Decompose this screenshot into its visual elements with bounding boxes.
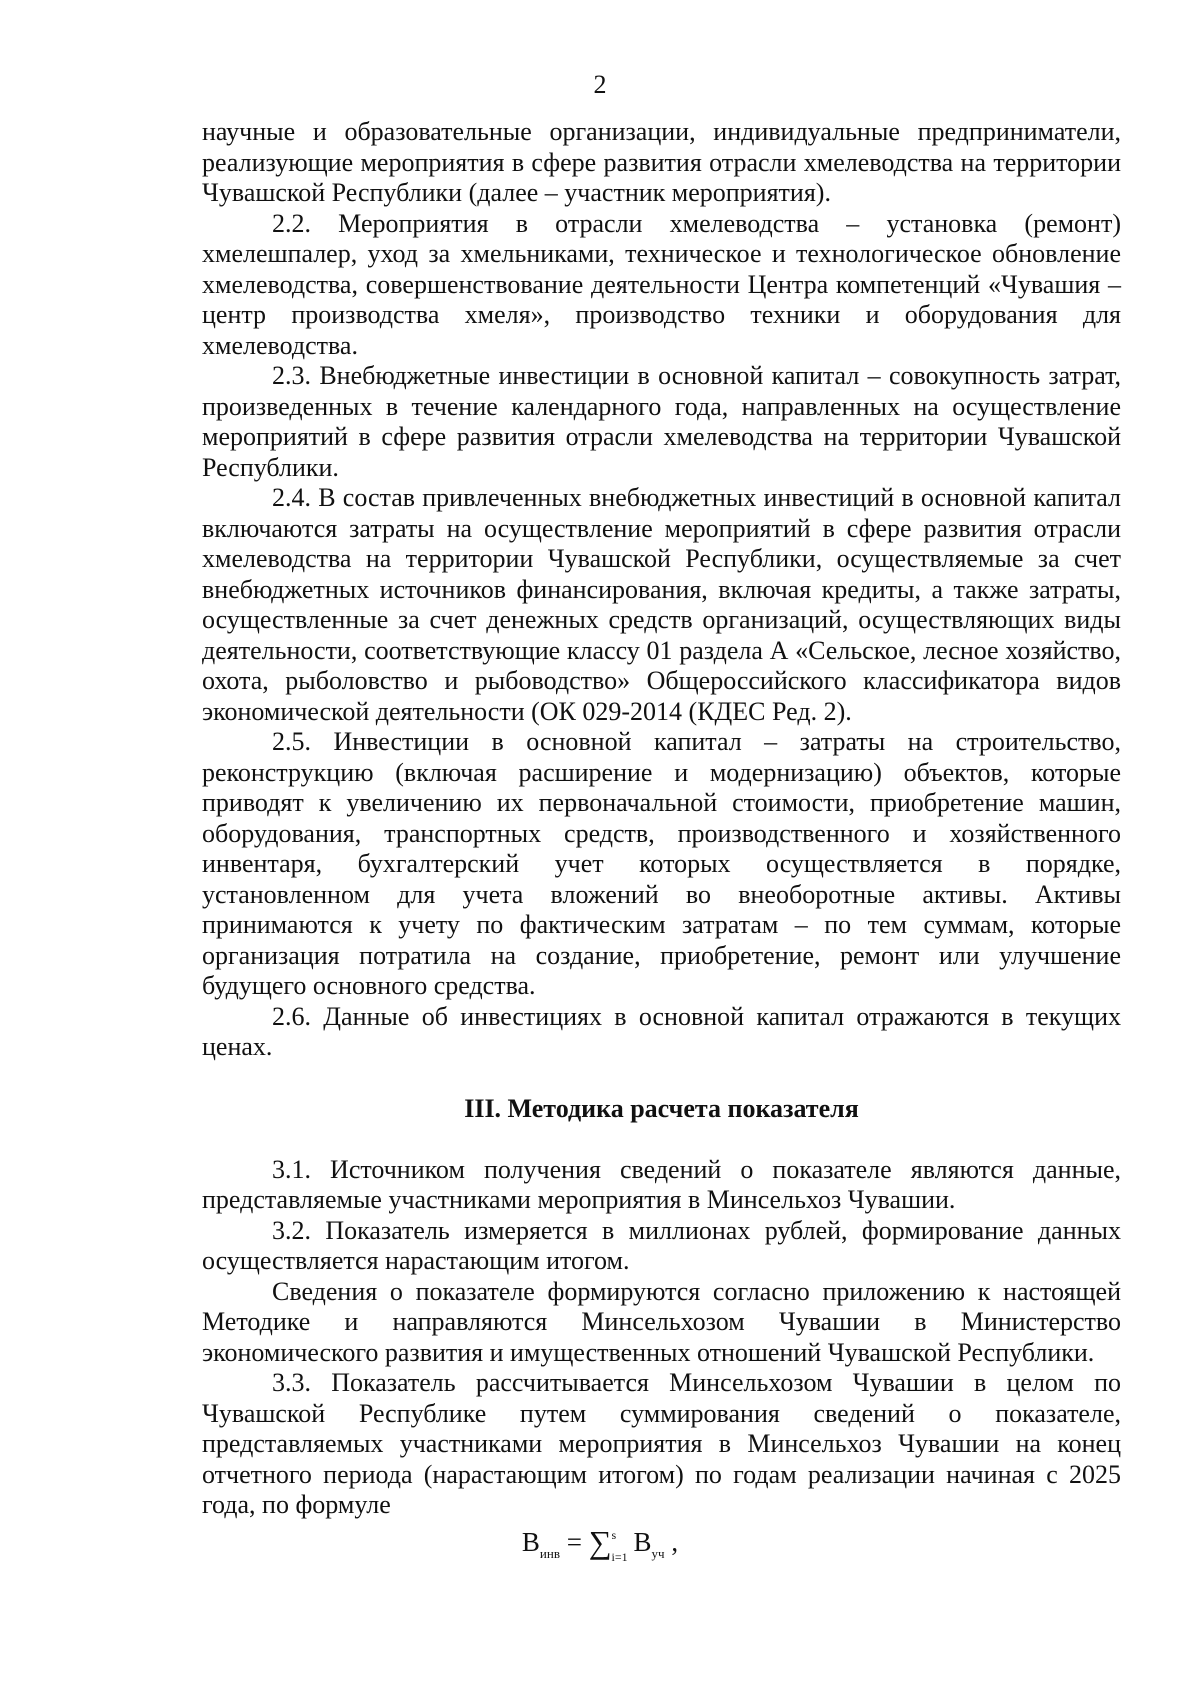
paragraph-info-submission: Сведения о показателе формируются согласно приложению к настоящей Методике и направляются Минсельхозом Чувашии в Министерство экономического развития и имущественных отношений Чувашской Республики.	[202, 1276, 1121, 1367]
paragraph-3-1: 3.1. Источником получения сведений о показателе являются данные, представляемые участниками мероприятия в Минсельхоз Чувашии.	[202, 1154, 1121, 1214]
page-number: 2	[593, 70, 607, 99]
document-body	[202, 117, 1121, 1521]
formula	[0, 1522, 1200, 1574]
paragraph-3-2: 3.2. Показатель измеряется в миллионах рублей, формирование данных осуществляется нарастающим итогом.	[202, 1215, 1121, 1275]
formula-lhs-subscript: инв	[539, 1546, 560, 1561]
sum-lower-limit: i=1	[611, 1550, 628, 1564]
formula-rhs-subscript: уч	[651, 1546, 665, 1561]
paragraph-2-4: 2.4. В состав привлеченных внебюджетных инвестиций в основной капитал включаются затраты на осуществление мероприятий в сфере развития отрасли хмелеводства на территории Чувашской Республики, осуществляемые за счет внебюджетных источников финансирования, включая кредиты, а также затраты, осуществленные за счет денежных средств организаций, осуществляющих виды деятельности, соответствующие классу 01 раздела А «Сельское, лесное хозяйство, охота, рыболовство и рыбоводство» Общероссийского классификатора видов экономической деятельности (ОК 029-2014 (КДЕС Ред. 2).	[202, 483, 1121, 726]
paragraph-participants-continued: научные и образовательные организации, индивидуальные предприниматели, реализующие мероприятия в сфере развития отрасли хмелеводства на территории Чувашской Республики (далее – участник мероприятия).	[202, 117, 1121, 207]
paragraph-3-3: 3.3. Показатель рассчитывается Минсельхозом Чувашии в целом по Чувашской Республике путем суммирования сведений о показателе, представляемых участниками мероприятия в Минсельхоз Чувашии на конец отчетного периода (нарастающим итогом) по годам реализации начиная с 2025 года, по формуле	[202, 1368, 1121, 1519]
formula-lhs: В	[521, 1527, 540, 1557]
section-title: III. Методика расчета показателя	[464, 1093, 859, 1123]
paragraph-2-6: 2.6. Данные об инвестициях в основной капитал отражаются в текущих ценах.	[202, 1001, 1121, 1061]
paragraph-2-3: 2.3. Внебюджетные инвестиции в основной капитал – совокупность затрат, произведенных в течение календарного года, направленных на осуществление мероприятий в сфере развития отрасли хмелеводства на территории Чувашской Республики.	[202, 361, 1121, 482]
paragraph-2-2: 2.2. Мероприятия в отрасли хмелеводства – установка (ремонт) хмелешпалер, уход за хмельниками, техническое и технологическое обновление хмелеводства, совершенствование деятельности Центра компетенций «Чувашия – центр производства хмеля», производство техники и оборудования для хмелеводства.	[202, 208, 1121, 360]
sum-upper-limit: s	[611, 1528, 617, 1542]
sum-limits	[612, 1525, 634, 1565]
formula-rhs: В	[633, 1527, 652, 1557]
formula-trailing-comma: ,	[671, 1527, 679, 1557]
sum-sign: ∑	[588, 1524, 612, 1560]
paragraph-2-5: 2.5. Инвестиции в основной капитал – затраты на строительство, реконструкцию (включая расширение и модернизацию) объектов, которые приводят к увеличению их первоначальной стоимости, приобретение машин, оборудования, транспортных средств, производственного и хозяйственного инвентаря, бухгалтерский учет которых осуществляется в порядке, установленном для учета вложений во внеоборотные активы. Активы принимаются к учету по фактическим затратам – по тем суммам, которые организация потратила на создание, приобретение, ремонт или улучшение будущего основного средства.	[202, 727, 1121, 1000]
formula-equals: =	[566, 1527, 582, 1557]
